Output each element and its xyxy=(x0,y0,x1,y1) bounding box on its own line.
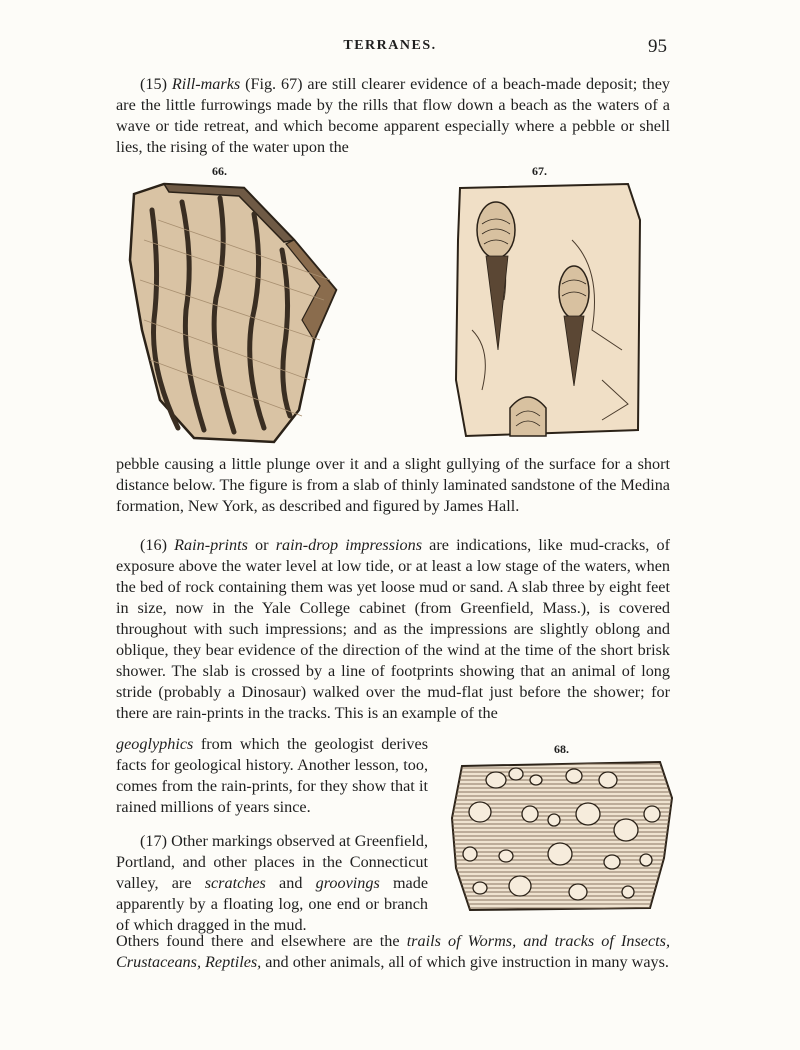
running-title: TERRANES. xyxy=(343,38,437,53)
paragraph-17 xyxy=(116,831,428,936)
paragraph-15-continued: pebble causing a little plunge over it and a slight gullying of the surface for a short distance below. The figure is from a slab of thinly laminated sandstone of the Medina formation, New York, as described and figured by James Hall. xyxy=(116,455,670,515)
paragraph-number: (15) xyxy=(140,75,167,93)
paragraph-16-continued xyxy=(116,734,428,818)
paragraph-text: Other markings observed at Greenfield, Portland, and other places in the Connecticut valley, are xyxy=(116,832,428,892)
figure-67-rill-marks-slab xyxy=(452,180,646,442)
figure-67-label: 67. xyxy=(532,164,547,178)
paragraph-15-start xyxy=(116,74,670,158)
paragraph-17-continued xyxy=(116,931,670,973)
term-geoglyphics: geoglyphics xyxy=(116,735,194,753)
shell-partial xyxy=(510,397,546,436)
term-scratches: scratches xyxy=(204,874,266,892)
paragraph-text: and other animals, all of which give instruction in many ways. xyxy=(261,953,669,971)
paragraph-number: (17) xyxy=(140,832,167,850)
term-groovings: groovings xyxy=(315,874,380,892)
term-rill-marks: Rill-marks xyxy=(171,75,241,93)
term-rain-drop-impressions: rain-drop impressions xyxy=(275,536,422,554)
page-number: 95 xyxy=(648,36,667,57)
term-trails-and-tracks: trails of Worms, and tracks of Insects, Crustaceans, Reptiles, xyxy=(116,932,670,971)
paragraph-number: (16) xyxy=(140,536,167,554)
figure-68-label: 68. xyxy=(554,742,569,756)
figure-68-rain-prints-slab xyxy=(450,758,678,914)
term-rain-prints: Rain-prints xyxy=(174,536,248,554)
figure-66-label: 66. xyxy=(212,164,227,178)
paragraph-text: Others found there and elsewhere are the xyxy=(116,932,407,950)
figure-66-rill-slab xyxy=(124,180,346,450)
paragraph-text: or xyxy=(247,536,276,554)
paragraph-text: and xyxy=(265,874,316,892)
paragraph-text: made apparently by a floating log, one end or branch of which dragged in the mud. xyxy=(116,874,429,934)
paragraph-text: are indications, like mud-cracks, of exposure above the water level at low tide, or at least a low stage of the waters, when the bed of rock containing them was yet loose mud or sand. A slab three by eight feet in size, now in the Yale College cabinet (from Greenfield, Mass.), is covered throughout with such impressions; and as the impressions are slightly oblong and oblique, they bear evidence of the direction of the wind at the time of the short brisk shower. The slab is crossed by a line of footprints showing that an animal of long stride (probably a Dinosaur) walked over the mud-flat just before the shower; for there are rain-prints in the tracks. This is an example of the xyxy=(116,536,671,722)
paragraph-text: from which the geologist derives facts for geological history. Another lesson, too, comes from the rain-prints, for they show that it rained millions of years since. xyxy=(116,735,428,816)
paragraph-text: (Fig. 67) are still clearer evidence of a beach-made deposit; they are the little furrowings made by the rills that flow down a beach as the waters of a wave or tide retreat, and which become apparent especially where a pebble or shell lies, the rising of the water upon the xyxy=(116,75,670,156)
paragraph-16 xyxy=(116,535,670,724)
running-head xyxy=(0,36,800,56)
